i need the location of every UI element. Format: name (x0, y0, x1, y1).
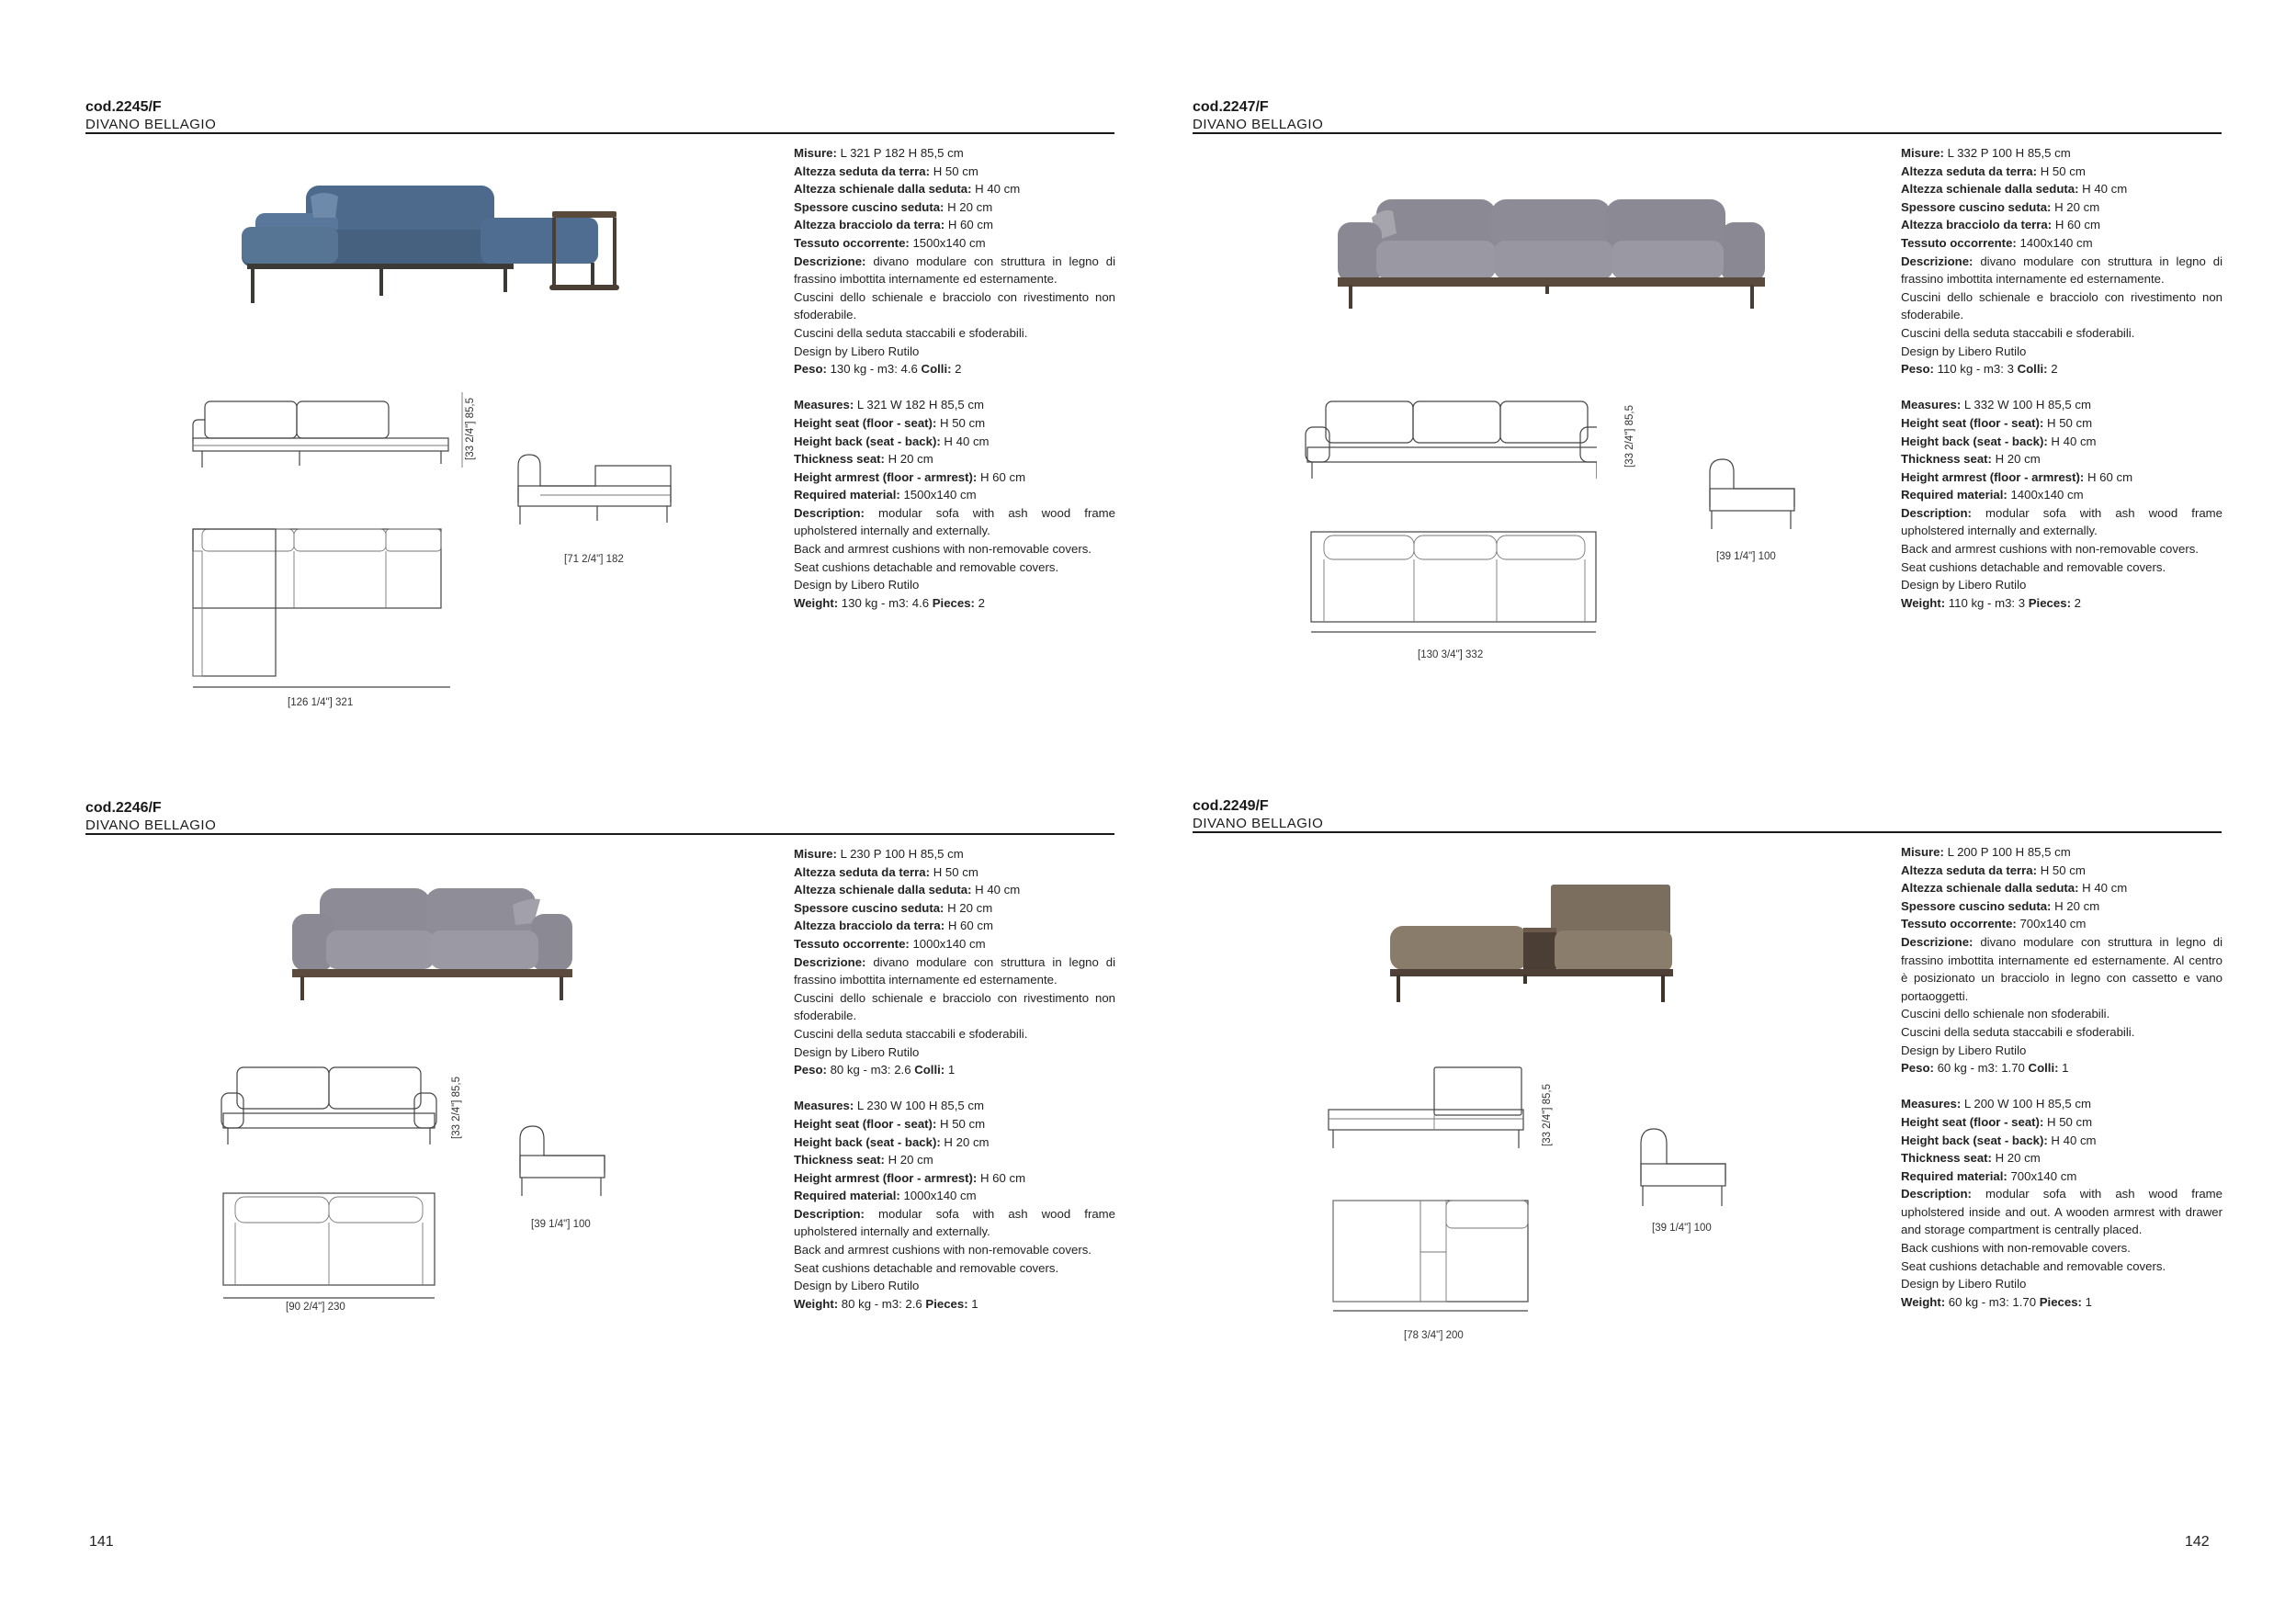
label-seat: Height seat (floor - seat): (794, 1116, 937, 1131)
label-back: Height back (seat - back): (1901, 434, 2048, 448)
value-weight: 110 kg - m3: 3 (1945, 595, 2029, 610)
value-measures: L 321 W 182 H 85,5 cm (854, 398, 984, 412)
label-tessuto: Tessuto occorrente: (1901, 917, 2017, 931)
value-pieces: 2 (2070, 595, 2081, 610)
value-peso: 130 kg - m3: 4.6 (826, 362, 922, 377)
label-description: Description: (1901, 505, 1972, 520)
label-misure: Misure: (1901, 146, 1944, 160)
designer: Design by Libero Rutilo (794, 1044, 920, 1059)
designer: Design by Libero Rutilo (1901, 1277, 2027, 1291)
label-back: Height back (seat - back): (794, 1134, 941, 1149)
depth-dimension: [39 1/4"] 100 (1716, 551, 1776, 562)
label-spessore: Spessore cuscino seduta: (794, 199, 944, 214)
value-peso: 80 kg - m3: 2.6 (826, 1063, 915, 1077)
width-dimension: [78 3/4"] 200 (1404, 1330, 1464, 1341)
label-weight: Weight: (794, 595, 839, 610)
label-peso: Peso: (1901, 1061, 1934, 1076)
product-code: cod.2247/F (1193, 99, 1269, 115)
product-2246 (85, 799, 1114, 1442)
value-thickness: H 20 cm (1991, 452, 2041, 467)
text-line: Back and armrest cushions with non-removable covers. (794, 1243, 1091, 1257)
label-thickness: Thickness seat: (794, 1153, 885, 1167)
label-armrest: Height armrest (floor - armrest): (794, 1170, 978, 1185)
text-line: Cuscini dello schienale e bracciolo con rivestimento non sfoderabile. (794, 990, 1115, 1023)
product-2249 (1193, 797, 2222, 1440)
product-header (1193, 98, 2222, 133)
value-colli: 2 (951, 362, 962, 377)
label-material: Required material: (1901, 488, 2008, 502)
value-seat: H 50 cm (2043, 1114, 2093, 1129)
plan-view-drawing (1330, 1197, 1533, 1316)
label-thickness: Thickness seat: (1901, 1151, 1992, 1166)
value-armrest: H 60 cm (977, 469, 1026, 484)
label-material: Required material: (1901, 1168, 2008, 1183)
value-seduta: H 50 cm (930, 164, 978, 178)
depth-dimension: [39 1/4"] 100 (531, 1219, 591, 1230)
value-spessore: H 20 cm (944, 199, 993, 214)
label-colli: Colli: (2028, 1061, 2059, 1076)
value-seat: H 50 cm (936, 415, 986, 430)
label-armrest: Height armrest (floor - armrest): (794, 469, 978, 484)
label-material: Required material: (794, 488, 900, 502)
text-line: Back and armrest cushions with non-removable covers. (1901, 542, 2199, 557)
text-line: Cuscini della seduta staccabili e sfoderabili. (1901, 325, 2135, 340)
label-description: Description: (794, 505, 865, 520)
header-divider (85, 132, 1114, 134)
product-code: cod.2249/F (1193, 798, 1269, 814)
label-colli: Colli: (914, 1063, 945, 1077)
value-schienale: H 40 cm (971, 182, 1021, 197)
value-back: H 20 cm (940, 1134, 990, 1149)
width-dimension: [126 1/4"] 321 (288, 697, 354, 708)
designer: Design by Libero Rutilo (794, 1279, 920, 1293)
value-back: H 40 cm (2047, 434, 2097, 448)
label-seduta: Altezza seduta da terra: (794, 164, 931, 178)
value-descrizione: divano modulare con struttura in legno di frassino imbottita internamente ed esternamente. (1901, 254, 2222, 287)
product-description (1901, 843, 2222, 1311)
value-misure: L 321 P 182 H 85,5 cm (836, 146, 964, 160)
label-back: Height back (seat - back): (1901, 1133, 2048, 1147)
value-seat: H 50 cm (936, 1116, 986, 1131)
label-thickness: Thickness seat: (1901, 452, 1992, 467)
value-seat: H 50 cm (2043, 415, 2093, 430)
value-material: 700x140 cm (2007, 1168, 2077, 1183)
designer: Design by Libero Rutilo (794, 578, 920, 592)
label-peso: Peso: (794, 1063, 827, 1077)
label-armrest: Height armrest (floor - armrest): (1901, 469, 2085, 484)
product-photo (1386, 885, 1689, 1009)
value-tessuto: 1000x140 cm (909, 936, 986, 951)
plan-view-drawing (219, 1190, 439, 1304)
depth-dimension: [39 1/4"] 100 (1652, 1223, 1712, 1234)
value-description: modular sofa with ash wood frame upholstered internally and externally. (1901, 505, 2222, 538)
product-description (794, 144, 1115, 612)
value-misure: L 200 P 100 H 85,5 cm (1943, 845, 2071, 859)
label-descrizione: Descrizione: (1901, 254, 1974, 268)
text-line: Seat cushions detachable and removable covers. (1901, 559, 2166, 574)
text-line: Cuscini dello schienale e bracciolo con rivestimento non sfoderabile. (794, 289, 1115, 322)
depth-dimension: [71 2/4"] 182 (564, 554, 624, 565)
height-dimension: [33 2/4"] 85,5 (1624, 404, 1635, 468)
front-view-drawing (219, 1056, 439, 1148)
value-thickness: H 20 cm (884, 1153, 933, 1167)
value-colli: 1 (944, 1063, 956, 1077)
product-photo (1321, 186, 1781, 323)
product-name: DIVANO BELLAGIO (1193, 117, 1324, 132)
value-material: 1400x140 cm (2007, 488, 2084, 502)
text-line: Cuscini dello schienale e bracciolo con rivestimento non sfoderabile. (1901, 289, 2222, 322)
label-measures: Measures: (794, 398, 854, 412)
label-tessuto: Tessuto occorrente: (794, 936, 910, 951)
value-measures: L 200 W 100 H 85,5 cm (1961, 1097, 2091, 1111)
label-descrizione: Descrizione: (794, 954, 866, 969)
value-weight: 60 kg - m3: 1.70 (1945, 1294, 2040, 1309)
height-dimension: [33 2/4"] 85,5 (1542, 1083, 1553, 1146)
label-peso: Peso: (794, 362, 827, 377)
text-line: Cuscini della seduta staccabili e sfoderabili. (1901, 1024, 2135, 1039)
label-bracciolo: Altezza bracciolo da terra: (794, 218, 945, 232)
product-description (794, 845, 1115, 1313)
value-measures: L 230 W 100 H 85,5 cm (854, 1099, 984, 1113)
value-armrest: H 60 cm (977, 1170, 1026, 1185)
page-number-right: 142 (2185, 1534, 2210, 1550)
value-spessore: H 20 cm (2051, 898, 2100, 913)
label-colli: Colli: (2017, 362, 2048, 377)
value-descrizione: divano modulare con struttura in legno di frassino imbottita internamente ed esternamente. (794, 254, 1115, 287)
label-spessore: Spessore cuscino seduta: (1901, 898, 2052, 913)
value-description: modular sofa with ash wood frame upholstered internally and externally. (794, 1206, 1115, 1239)
value-schienale: H 40 cm (2078, 881, 2128, 896)
plan-view-drawing (191, 525, 467, 691)
value-back: H 40 cm (2047, 1133, 2097, 1147)
height-dimension: [33 2/4"] 85,5 (451, 1076, 462, 1139)
product-2247 (1193, 98, 2222, 741)
value-schienale: H 40 cm (2078, 182, 2128, 197)
label-pieces: Pieces: (2039, 1294, 2082, 1309)
value-spessore: H 20 cm (2051, 199, 2100, 214)
height-dimension: [33 2/4"] 85,5 (465, 397, 476, 460)
label-pieces: Pieces: (2028, 595, 2071, 610)
value-back: H 40 cm (940, 434, 990, 448)
header-divider (85, 833, 1114, 835)
label-schienale: Altezza schienale dalla seduta: (1901, 881, 2079, 896)
text-line: Cuscini della seduta staccabili e sfoderabili. (794, 325, 1028, 340)
label-weight: Weight: (1901, 595, 1946, 610)
value-peso: 60 kg - m3: 1.70 (1933, 1061, 2029, 1076)
value-description: modular sofa with ash wood frame upholstered internally and externally. (794, 505, 1115, 538)
value-misure: L 332 P 100 H 85,5 cm (1943, 146, 2071, 160)
value-colli: 2 (2047, 362, 2058, 377)
designer: Design by Libero Rutilo (1901, 578, 2027, 592)
text-line: Cuscini dello schienale non sfoderabili. (1901, 1007, 2110, 1021)
value-peso: 110 kg - m3: 3 (1933, 362, 2018, 377)
plan-view-drawing (1307, 528, 1601, 638)
product-name: DIVANO BELLAGIO (85, 117, 217, 132)
value-pieces: 1 (967, 1296, 978, 1311)
value-bracciolo: H 60 cm (944, 919, 993, 933)
value-weight: 80 kg - m3: 2.6 (838, 1296, 926, 1311)
side-view-drawing (513, 447, 678, 530)
value-material: 1000x140 cm (899, 1189, 977, 1203)
header-divider (1193, 831, 2222, 833)
value-seduta: H 50 cm (930, 864, 978, 879)
product-photo (288, 877, 582, 1006)
label-seat: Height seat (floor - seat): (794, 415, 937, 430)
front-view-drawing (1326, 1064, 1528, 1156)
label-descrizione: Descrizione: (1901, 934, 1974, 949)
text-line: Seat cushions detachable and removable covers. (794, 1260, 1059, 1275)
product-code: cod.2246/F (85, 800, 162, 816)
label-seduta: Altezza seduta da terra: (1901, 164, 2038, 178)
value-tessuto: 1500x140 cm (909, 235, 986, 250)
label-seduta: Altezza seduta da terra: (1901, 863, 2038, 877)
label-pieces: Pieces: (925, 1296, 968, 1311)
label-description: Description: (1901, 1187, 1972, 1201)
value-descrizione: divano modulare con struttura in legno di frassino imbottita internamente ed esternamente. (794, 954, 1115, 987)
label-bracciolo: Altezza bracciolo da terra: (794, 919, 945, 933)
value-bracciolo: H 60 cm (2052, 218, 2100, 232)
label-description: Description: (794, 1206, 865, 1221)
label-thickness: Thickness seat: (794, 452, 885, 467)
label-schienale: Altezza schienale dalla seduta: (1901, 182, 2079, 197)
front-view-drawing (1303, 390, 1597, 482)
product-name: DIVANO BELLAGIO (85, 818, 217, 833)
header-divider (1193, 132, 2222, 134)
value-schienale: H 40 cm (971, 883, 1021, 897)
label-weight: Weight: (794, 1296, 839, 1311)
label-peso: Peso: (1901, 362, 1934, 377)
page-number-left: 141 (89, 1534, 114, 1550)
label-measures: Measures: (1901, 1097, 1962, 1111)
value-pieces: 2 (974, 595, 985, 610)
label-descrizione: Descrizione: (794, 254, 866, 268)
value-measures: L 332 W 100 H 85,5 cm (1961, 398, 2091, 412)
value-bracciolo: H 60 cm (944, 218, 993, 232)
value-descrizione: divano modulare con struttura in legno di frassino imbottita internamente ed esternamente. Al centro è posizionato un bracciolo in legno con cassetto e vano portaoggetti. (1901, 934, 2222, 1003)
product-header (1193, 797, 2222, 832)
label-schienale: Altezza schienale dalla seduta: (794, 182, 972, 197)
value-description: modular sofa with ash wood frame upholstered inside and out. A wooden armrest with drawer and storage compartment is centrally placed. (1901, 1187, 2222, 1237)
text-line: Back cushions with non-removable covers. (1901, 1241, 2131, 1256)
product-description (1901, 144, 2222, 612)
side-view-drawing (1702, 452, 1804, 535)
label-spessore: Spessore cuscino seduta: (1901, 199, 2052, 214)
label-seat: Height seat (floor - seat): (1901, 415, 2044, 430)
designer: Design by Libero Rutilo (1901, 1043, 2027, 1057)
label-seat: Height seat (floor - seat): (1901, 1114, 2044, 1129)
label-misure: Misure: (1901, 845, 1944, 859)
label-back: Height back (seat - back): (794, 434, 941, 448)
label-measures: Measures: (1901, 398, 1962, 412)
value-seduta: H 50 cm (2037, 164, 2086, 178)
label-measures: Measures: (794, 1099, 854, 1113)
label-schienale: Altezza schienale dalla seduta: (794, 883, 972, 897)
front-view-drawing (191, 390, 467, 473)
value-misure: L 230 P 100 H 85,5 cm (836, 847, 964, 861)
label-tessuto: Tessuto occorrente: (1901, 235, 2017, 250)
side-view-drawing (513, 1119, 614, 1201)
value-seduta: H 50 cm (2037, 863, 2086, 877)
label-weight: Weight: (1901, 1294, 1946, 1309)
value-colli: 1 (2058, 1061, 2069, 1076)
label-misure: Misure: (794, 847, 837, 861)
value-thickness: H 20 cm (884, 452, 933, 467)
text-line: Back and armrest cushions with non-removable covers. (794, 542, 1091, 557)
label-bracciolo: Altezza bracciolo da terra: (1901, 218, 2053, 232)
label-seduta: Altezza seduta da terra: (794, 864, 931, 879)
designer: Design by Libero Rutilo (1901, 344, 2027, 358)
value-pieces: 1 (2081, 1294, 2092, 1309)
value-spessore: H 20 cm (944, 900, 993, 915)
value-armrest: H 60 cm (2084, 469, 2133, 484)
label-misure: Misure: (794, 146, 837, 160)
label-pieces: Pieces: (932, 595, 975, 610)
product-header (85, 799, 1114, 834)
product-name: DIVANO BELLAGIO (1193, 816, 1324, 831)
product-photo (223, 176, 646, 323)
side-view-drawing (1634, 1123, 1735, 1211)
label-material: Required material: (794, 1189, 900, 1203)
value-tessuto: 1400x140 cm (2016, 235, 2093, 250)
label-colli: Colli: (921, 362, 952, 377)
text-line: Seat cushions detachable and removable covers. (794, 559, 1059, 574)
designer: Design by Libero Rutilo (794, 344, 920, 358)
text-line: Cuscini della seduta staccabili e sfoderabili. (794, 1026, 1028, 1041)
product-header (85, 98, 1114, 133)
product-2245 (85, 98, 1114, 741)
width-dimension: [130 3/4"] 332 (1418, 649, 1484, 660)
value-thickness: H 20 cm (1991, 1151, 2041, 1166)
value-weight: 130 kg - m3: 4.6 (838, 595, 933, 610)
label-spessore: Spessore cuscino seduta: (794, 900, 944, 915)
value-material: 1500x140 cm (899, 488, 977, 502)
label-tessuto: Tessuto occorrente: (794, 235, 910, 250)
width-dimension: [90 2/4"] 230 (286, 1302, 345, 1313)
text-line: Seat cushions detachable and removable covers. (1901, 1258, 2166, 1273)
product-code: cod.2245/F (85, 99, 162, 115)
value-tessuto: 700x140 cm (2016, 917, 2087, 931)
